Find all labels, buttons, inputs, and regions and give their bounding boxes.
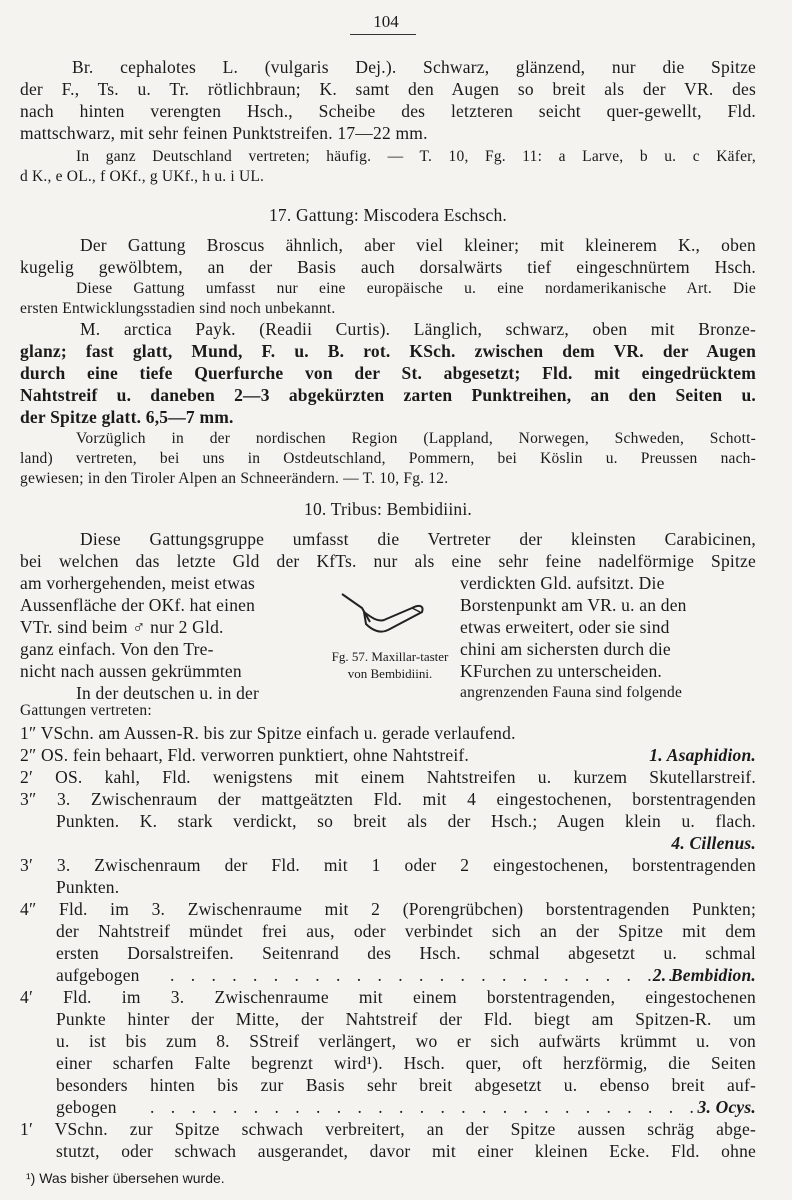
key-line: aufgebogen bbox=[56, 965, 140, 985]
text-line: ersten Entwicklungsstadien sind noch unbekannt. bbox=[20, 300, 336, 317]
key-line: 4′ Fld. im 3. Zwischenraume mit einem borstentragenden, eingestochenen bbox=[20, 987, 756, 1007]
text-line: angrenzenden Fauna sind folgende bbox=[460, 684, 683, 701]
genus-name: 4. Cillenus. bbox=[671, 833, 756, 853]
text-line: d K., e OL., f OKf., g UKf., h u. i UL. bbox=[20, 168, 265, 185]
key-line: 1″ VSchn. am Aussen-R. bis zur Spitze einfach u. gerade verlaufend. bbox=[20, 723, 516, 743]
key-line: gebogen bbox=[56, 1097, 117, 1117]
key-line: 1′ VSchn. zur Spitze schwach verbreitert, an der Spitze aussen schräg abge- bbox=[20, 1119, 756, 1139]
text-line: land) vertreten, bei uns in Ostdeutschland, Pommern, bei Köslin u. Preussen nach- bbox=[20, 450, 756, 467]
leader-dots: . . . . . . . . . . . . . . . . . . . . . . . . . . . bbox=[150, 1097, 700, 1117]
text-line: M. arctica Payk. (Readii Curtis). Länglich, schwarz, oben mit Bronze- bbox=[80, 319, 756, 339]
page-number: 104 bbox=[373, 12, 399, 31]
text-line: Nahtstreif u. daneben 2—3 abgekürzten zarten Punktreihen, an den Seiten u. bbox=[20, 385, 756, 405]
text-line: chini am sichersten durch die bbox=[460, 639, 671, 659]
key-line: einer scharfen Falte begrenzt wird¹). Hsch. quer, oft herzförmig, die Seiten bbox=[56, 1053, 756, 1073]
text-line: Borstenpunkt am VR. u. an den bbox=[460, 595, 687, 615]
section-heading: 17. Gattung: Miscodera Eschsch. bbox=[268, 205, 508, 225]
figure-caption: Fg. 57. Maxillar-taster von Bembidiini. bbox=[331, 649, 449, 681]
key-line: Punkten. K. stark verdickt, so breit als der Hsch.; Augen klein u. flach. bbox=[56, 811, 756, 831]
text-line: Diese Gattung umfasst nur eine europäische u. eine nordamerikanische Art. Die bbox=[76, 280, 756, 297]
text-line: Gattungen vertreten: bbox=[20, 702, 152, 719]
text-line: der F., Ts. u. Tr. rötlichbraun; K. samt den Augen so breit als der VR. des bbox=[20, 79, 756, 99]
text-line: gewiesen; in den Tiroler Alpen an Schneerändern. — T. 10, Fg. 12. bbox=[20, 470, 449, 487]
text-line: Der Gattung Broscus ähnlich, aber viel kleiner; mit kleinerem K., oben bbox=[80, 235, 756, 255]
key-line: 2″ OS. fein behaart, Fld. verworren punktiert, ohne Nahtstreif. bbox=[20, 745, 470, 765]
genus-name: 2. Bembidion. bbox=[652, 965, 756, 985]
text-line: etwas erweitert, oder sie sind bbox=[460, 617, 670, 637]
text-line: nach hinten verengten Hsch., Scheibe des letzteren seicht quer-gewellt, Fld. bbox=[20, 101, 756, 121]
genus-name: 1. Asaphidion. bbox=[649, 745, 756, 765]
key-line: 4″ Fld. im 3. Zwischenraume mit 2 (Porengrübchen) borstentragenden Punkten; bbox=[20, 899, 756, 919]
text-line: kugelig gewölbtem, an der Basis auch dorsalwärts tief eingeschnürtem Hsch. bbox=[20, 257, 756, 277]
key-line: ersten Dorsalstreifen. Seitenrand des Hsch. schmal abgesetzt u. schmal bbox=[56, 943, 756, 963]
text-line: KFurchen zu unterscheiden. bbox=[460, 661, 663, 681]
text-line: glanz; fast glatt, Mund, F. u. B. rot. KSch. zwischen dem VR. der Augen bbox=[20, 341, 756, 361]
text-line: In der deutschen u. in der bbox=[76, 683, 260, 703]
key-line: Punkte hinter der Mitte, der Nahtstreif der Fld. biegt am Spitzen-R. um bbox=[56, 1009, 756, 1029]
text-line: bei welchen das letzte Gld der KfTs. nur als eine sehr feine nadelförmige Spitze bbox=[20, 551, 756, 571]
key-line: Punkten. bbox=[56, 877, 120, 897]
key-line: 2′ OS. kahl, Fld. wenigstens mit einem Nahtstreifen u. kurzem Skutellarstreif. bbox=[20, 767, 756, 787]
text-line: Br. cephalotes L. (vulgaris Dej.). Schwarz, glänzend, nur die Spitze bbox=[72, 57, 756, 77]
section-heading: 10. Tribus: Bembidiini. bbox=[304, 499, 472, 519]
key-line: 3″ 3. Zwischenraum der mattgeätzten Fld. mit 4 eingestochenen, borstentragenden bbox=[20, 789, 756, 809]
text-line: Aussenfläche der OKf. hat einen bbox=[20, 595, 256, 615]
text-line: VTr. sind beim ♂ nur 2 Gld. bbox=[20, 617, 224, 637]
footnote: ¹) Was bisher übersehen wurde. bbox=[26, 1170, 225, 1186]
text-line: ganz einfach. Von den Tre- bbox=[20, 639, 214, 659]
key-line: u. ist bis zum 8. SStreif verlängert, wo er sich aufwärts krümmt u. von bbox=[56, 1031, 756, 1051]
leader-dots: . . . . . . . . . . . . . . . . . . . . . . . . . bbox=[170, 965, 679, 985]
text-line: Diese Gattungsgruppe umfasst die Vertreter der kleinsten Carabicinen, bbox=[80, 529, 756, 549]
key-line: besonders hinten bis zur Basis sehr breit abgesetzt u. ebenso breit auf- bbox=[56, 1075, 756, 1095]
key-line: 3′ 3. Zwischenraum der Fld. mit 1 oder 2 eingestochenen, borstentragenden bbox=[20, 855, 756, 875]
text-line: In ganz Deutschland vertreten; häufig. — T. 10, Fg. 11: a Larve, b u. c Käfer, bbox=[76, 148, 756, 165]
maxillary-palp-drawing bbox=[328, 586, 452, 646]
text-line: der Spitze glatt. 6,5—7 mm. bbox=[20, 407, 234, 427]
text-line: durch eine tiefe Querfurche von der St. abgesetzt; Fld. mit eingedrücktem bbox=[20, 363, 756, 383]
text-line: nicht nach aussen gekrümmten bbox=[20, 661, 242, 681]
genus-name: 3. Ocys. bbox=[697, 1097, 756, 1117]
text-line: am vorhergehenden, meist etwas bbox=[20, 573, 256, 593]
text-line: verdickten Gld. aufsitzt. Die bbox=[460, 573, 665, 593]
header-rule bbox=[350, 34, 416, 35]
text-line: mattschwarz, mit sehr feinen Punktstreifen. 17—22 mm. bbox=[20, 123, 428, 143]
text-line: Vorzüglich in der nordischen Region (Lappland, Norwegen, Schweden, Schott- bbox=[76, 430, 756, 447]
key-line: stutzt, oder schwach ausgerandet, davor mit einer kleinen Ecke. Fld. ohne bbox=[56, 1141, 756, 1161]
figure-maxillary-palp bbox=[328, 586, 452, 706]
key-line: der Nahtstreif mündet frei aus, oder verbindet sich an der Spitze mit dem bbox=[56, 921, 756, 941]
